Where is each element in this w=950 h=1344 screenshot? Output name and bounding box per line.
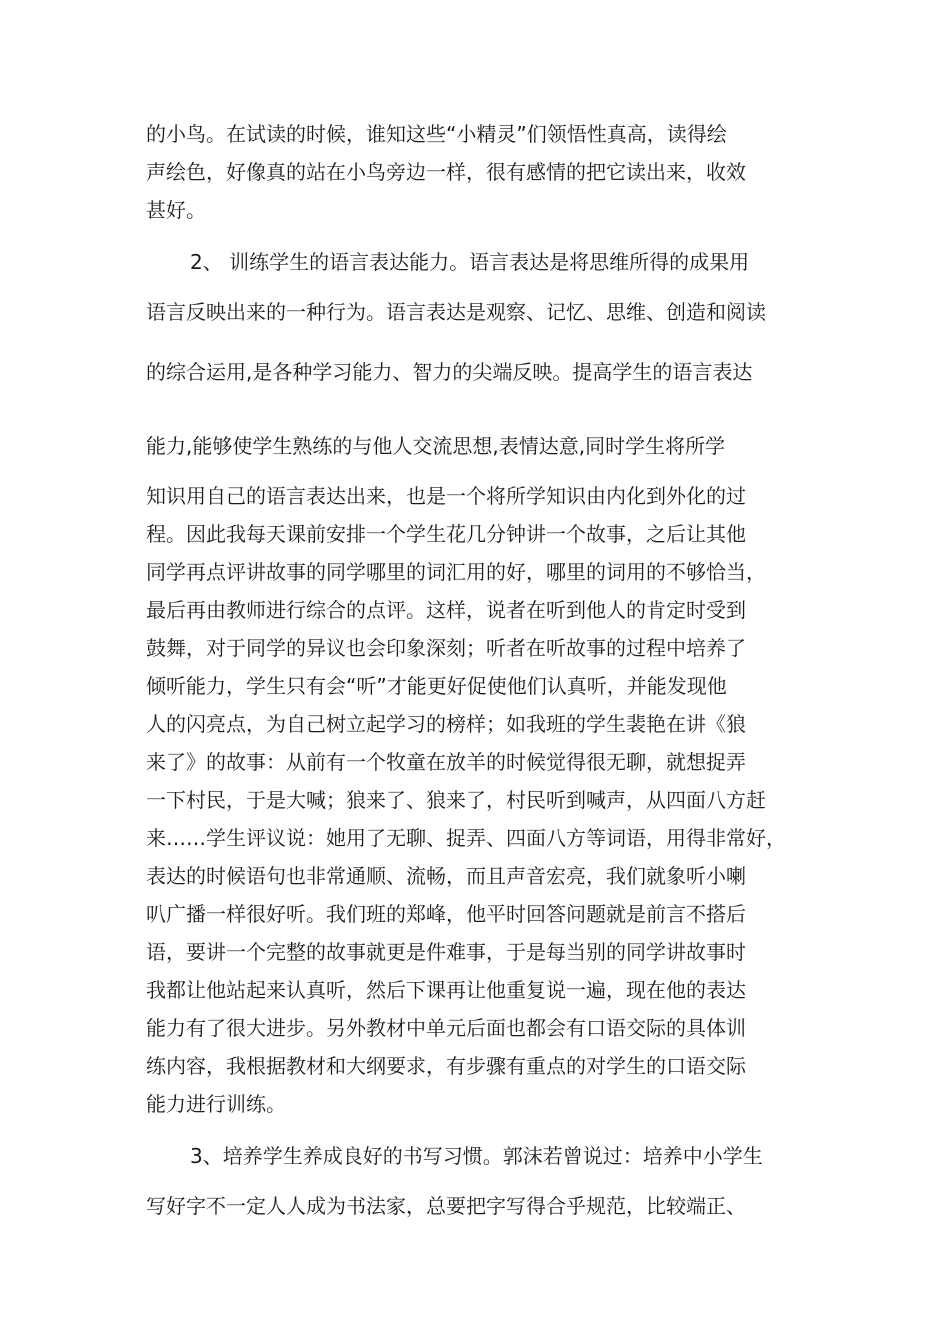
text-line: 来……学生评议说：她用了无聊、捉弄、四面八方等词语，用得非常好， (146, 826, 786, 850)
text-line: 写好字不一定人人成为书法家，总要把字写得合乎规范，比较端正、 (146, 1194, 746, 1218)
text-line: 叭广播一样很好听。我们班的郑峰，他平时回答问题就是前言不搭后 (146, 902, 746, 926)
text-line: 来了》的故事：从前有一个牧童在放羊的时候觉得很无聊，就想捉弄 (146, 750, 746, 774)
text-line: 一下村民，于是大喊；狼来了、狼来了，村民听到喊声，从四面八方赶 (146, 788, 766, 812)
text-line: 语言反映出来的一种行为。语言表达是观察、记忆、思维、创造和阅读 (146, 300, 766, 324)
text-line: 的综合运用,是各种学习能力、智力的尖端反映。提高学生的语言表达 (146, 360, 753, 384)
text-line: 最后再由教师进行综合的点评。这样，说者在听到他人的肯定时受到 (146, 598, 746, 622)
text-line: 能力有了很大进步。另外教材中单元后面也都会有口语交际的具体训 (146, 1016, 746, 1040)
paragraph-2-heading-line: 2、 训练学生的语言表达能力。语言表达是将思维所得的成果用 (190, 250, 750, 274)
text-line: 程。因此我每天课前安排一个学生花几分钟讲一个故事，之后让其他 (146, 522, 746, 546)
text-line: 能力进行训练。 (146, 1092, 286, 1116)
text-line: 同学再点评讲故事的同学哪里的词汇用的好，哪里的词用的不够恰当， (146, 560, 766, 584)
text-line: 练内容，我根据教材和大纲要求，有步骤有重点的对学生的口语交际 (146, 1054, 746, 1078)
text-line: 声绘色，好像真的站在小鸟旁边一样，很有感情的把它读出来，收效 (146, 160, 746, 184)
text-line: 表达的时候语句也非常通顺、流畅，而且声音宏亮，我们就象听小喇 (146, 864, 746, 888)
text-line: 甚好。 (146, 198, 206, 222)
text-line: 人的闪亮点，为自己树立起学习的榜样；如我班的学生裴艳在讲《狼 (146, 712, 746, 736)
text-line: 知识用自己的语言表达出来，也是一个将所学知识由内化到外化的过 (146, 484, 746, 508)
text-line: 语，要讲一个完整的故事就更是件难事，于是每当别的同学讲故事时 (146, 940, 746, 964)
text-line: 倾听能力，学生只有会“听”才能更好促使他们认真听，并能发现他 (146, 674, 727, 698)
text-line: 我都让他站起来认真听，然后下课再让他重复说一遍，现在他的表达 (146, 978, 746, 1002)
text-line: 能力,能够使学生熟练的与他人交流思想,表情达意,同时学生将所学 (146, 434, 726, 458)
paragraph-3-heading-line: 3、培养学生养成良好的书写习惯。郭沫若曾说过：培养中小学生 (190, 1144, 763, 1168)
text-line: 鼓舞，对于同学的异议也会印象深刻；听者在听故事的过程中培养了 (146, 636, 746, 660)
text-line: 的小鸟。在试读的时候，谁知这些“小精灵”们领悟性真高，读得绘 (146, 122, 727, 146)
